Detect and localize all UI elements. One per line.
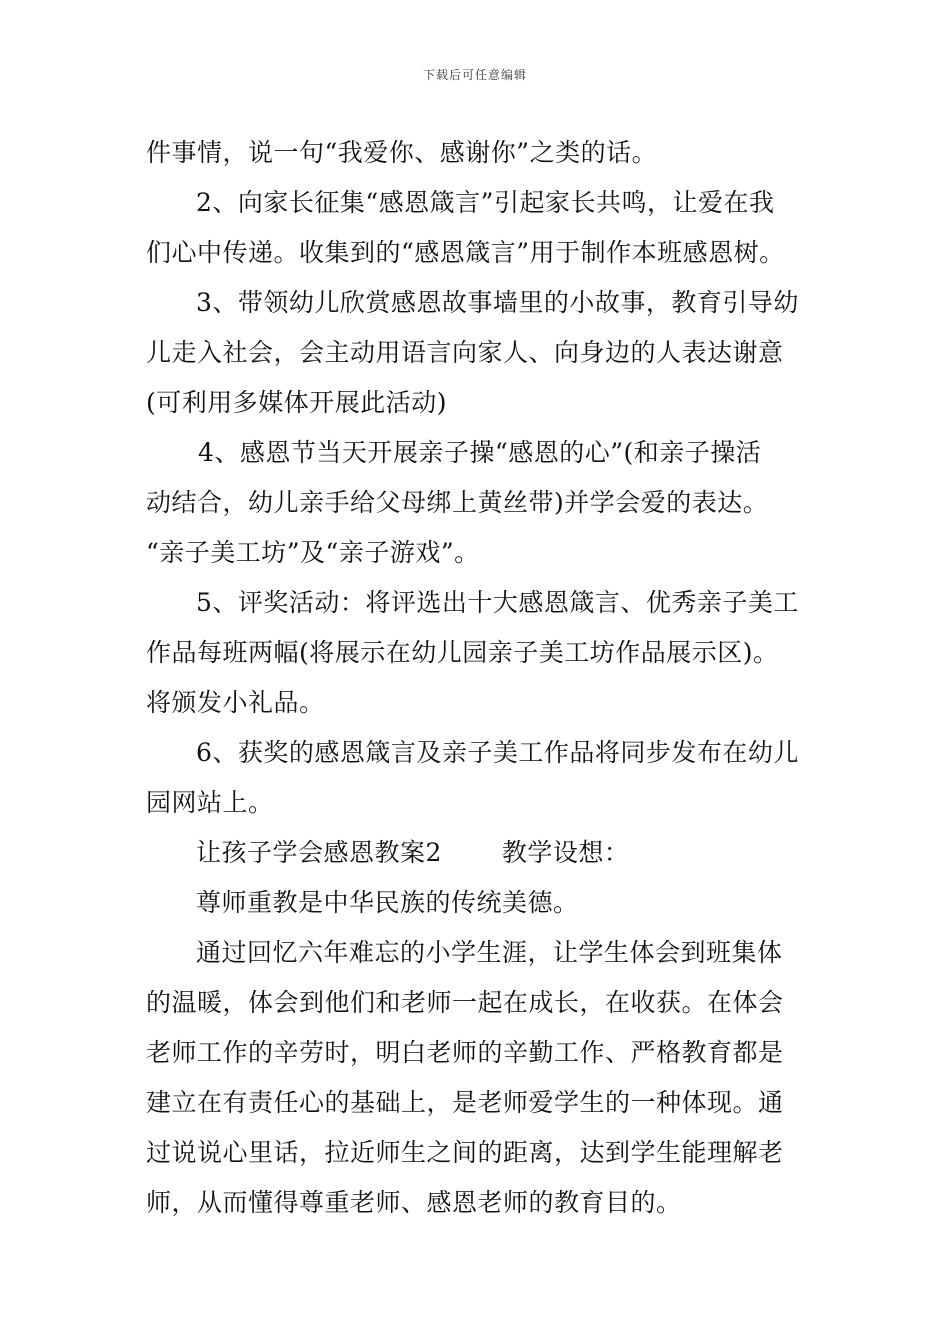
text-line: 们心中传递。收集到的“感恩箴言”用于制作本班感恩树。 — [146, 238, 785, 267]
text-line: 件事情，说一句“我爱你、感谢你”之类的话。 — [146, 138, 658, 167]
page-header: 下载后可任意编辑 — [422, 68, 527, 82]
text-line: 将颁发小礼品。 — [146, 688, 325, 717]
section-title: 让孩子学会感恩教案2 — [196, 838, 442, 867]
text-line: (可利用多媒体开展此活动) — [146, 388, 448, 417]
text-line: 2、向家长征集“感恩箴言”引起家长共鸣，让爱在我 — [196, 188, 775, 217]
text-line: 尊师重教是中华民族的传统美德。 — [196, 888, 579, 917]
text-line: 的温暖，体会到他们和老师一起在成长，在收获。在体会 — [146, 988, 784, 1017]
text-line: “亲子美工坊”及“亲子游戏”。 — [146, 538, 480, 567]
text-line: 过说说心里话，拉近师生之间的距离，达到学生能理解老 — [146, 1138, 784, 1167]
text-line: 6、获奖的感恩箴言及亲子美工作品将同步发布在幼儿 — [196, 738, 799, 767]
text-line: 4、感恩节当天开展亲子操“感恩的心”(和亲子操活 — [198, 438, 762, 467]
text-line: 3、带领幼儿欣赏感恩故事墙里的小故事，教育引导幼 — [196, 288, 799, 317]
text-line: 作品每班两幅(将展示在幼儿园亲子美工坊作品展示区)。 — [146, 638, 779, 667]
text-line: 师，从而懂得尊重老师、感恩老师的教育目的。 — [146, 1188, 682, 1217]
text-line: 动结合，幼儿亲手给父母绑上黄丝带)并学会爱的表达。 — [146, 488, 769, 517]
section-heading-line — [146, 828, 808, 878]
text-line: 建立在有责任心的基础上，是老师爱学生的一种体现。通 — [146, 1088, 784, 1117]
text-line: 通过回忆六年难忘的小学生涯，让学生体会到班集体 — [196, 938, 783, 967]
text-line: 儿走入社会，会主动用语言向家人、向身边的人表达谢意 — [146, 338, 784, 367]
text-line: 5、评奖活动：将评选出十大感恩箴言、优秀亲子美工 — [196, 588, 799, 617]
text-line: 园网站上。 — [146, 788, 274, 817]
text-line: 老师工作的辛劳时，明白老师的辛勤工作、严格教育都是 — [146, 1038, 784, 1067]
section-subtitle: 教学设想： — [501, 838, 630, 867]
document-body — [146, 128, 808, 1228]
